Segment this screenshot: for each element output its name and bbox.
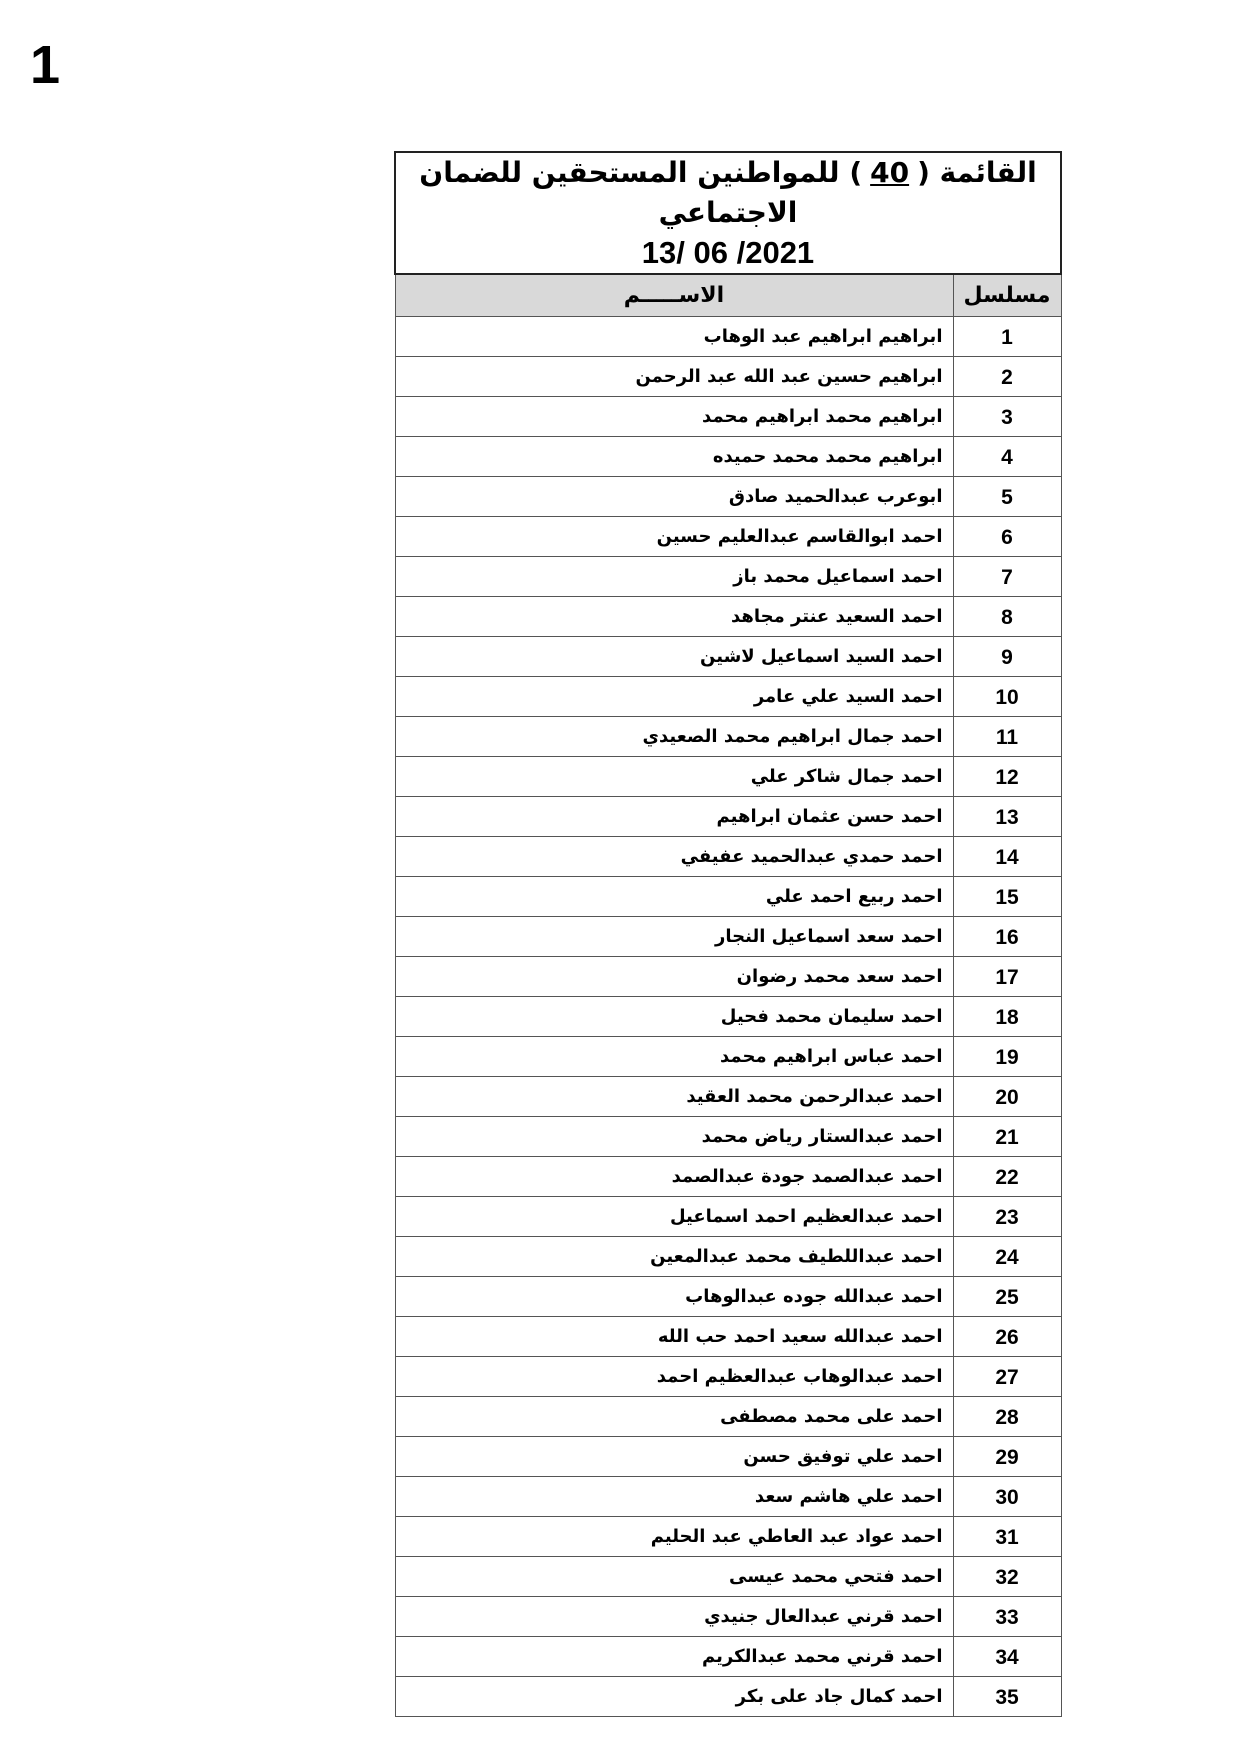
name-column-header: الاســـــم [395, 274, 953, 317]
table-row [395, 1477, 1061, 1517]
table-row [395, 517, 1061, 557]
table-row [395, 1317, 1061, 1357]
name-cell: احمد على محمد مصطفى [395, 1397, 953, 1437]
serial-cell: 19 [953, 1037, 1061, 1077]
name-cell: ابراهيم حسين عبد الله عبد الرحمن [395, 357, 953, 397]
table-row [395, 1357, 1061, 1397]
name-cell: ابراهيم ابراهيم عبد الوهاب [395, 317, 953, 357]
table-row [395, 837, 1061, 877]
serial-cell: 10 [953, 677, 1061, 717]
name-cell: احمد كمال جاد على بكر [395, 1677, 953, 1717]
name-cell: احمد سعد اسماعيل النجار [395, 917, 953, 957]
table-row [395, 1117, 1061, 1157]
table-row [395, 1517, 1061, 1557]
serial-cell: 1 [953, 317, 1061, 357]
serial-cell: 5 [953, 477, 1061, 517]
name-cell: احمد اسماعيل محمد باز [395, 557, 953, 597]
table-row [395, 757, 1061, 797]
name-cell: احمد عبدالوهاب عبدالعظيم احمد [395, 1357, 953, 1397]
table-row [395, 797, 1061, 837]
name-cell: احمد السيد اسماعيل لاشين [395, 637, 953, 677]
list-date: 13/ 06 /2021 [641, 235, 815, 270]
name-cell: احمد حسن عثمان ابراهيم [395, 797, 953, 837]
table-row [395, 1397, 1061, 1437]
serial-cell: 25 [953, 1277, 1061, 1317]
table-row [395, 357, 1061, 397]
serial-cell: 4 [953, 437, 1061, 477]
serial-cell: 16 [953, 917, 1061, 957]
title-prefix: القائمة ( [917, 156, 1037, 189]
serial-cell: 24 [953, 1237, 1061, 1277]
serial-cell: 17 [953, 957, 1061, 997]
serial-cell: 35 [953, 1677, 1061, 1717]
table-row [395, 677, 1061, 717]
name-cell: احمد عبدالصمد جودة عبدالصمد [395, 1157, 953, 1197]
table-row [395, 597, 1061, 637]
table-row [395, 1677, 1061, 1717]
serial-cell: 21 [953, 1117, 1061, 1157]
serial-cell: 8 [953, 597, 1061, 637]
serial-cell: 7 [953, 557, 1061, 597]
serial-cell: 23 [953, 1197, 1061, 1237]
title-line [396, 153, 1060, 233]
serial-cell: 14 [953, 837, 1061, 877]
table-row [395, 997, 1061, 1037]
name-cell: احمد حمدي عبدالحميد عفيفي [395, 837, 953, 877]
table-body [395, 317, 1061, 1717]
serial-cell: 18 [953, 997, 1061, 1037]
serial-cell: 20 [953, 1077, 1061, 1117]
serial-cell: 11 [953, 717, 1061, 757]
table-row [395, 1197, 1061, 1237]
table-row [395, 317, 1061, 357]
serial-cell: 2 [953, 357, 1061, 397]
name-cell: احمد عبدالستار رياض محمد [395, 1117, 953, 1157]
serial-cell: 12 [953, 757, 1061, 797]
name-cell: ابراهيم محمد محمد حميده [395, 437, 953, 477]
table-row [395, 877, 1061, 917]
name-cell: احمد عواد عبد العاطي عبد الحليم [395, 1517, 953, 1557]
name-cell: احمد السيد علي عامر [395, 677, 953, 717]
table-row [395, 957, 1061, 997]
table-row [395, 1277, 1061, 1317]
table-row [395, 637, 1061, 677]
serial-cell: 9 [953, 637, 1061, 677]
name-cell: احمد فتحي محمد عيسى [395, 1557, 953, 1597]
table-row [395, 1557, 1061, 1597]
serial-cell: 26 [953, 1317, 1061, 1357]
name-cell: ابوعرب عبدالحميد صادق [395, 477, 953, 517]
serial-cell: 28 [953, 1397, 1061, 1437]
name-cell: احمد عباس ابراهيم محمد [395, 1037, 953, 1077]
table-row [395, 1037, 1061, 1077]
list-number: 40 [870, 156, 910, 189]
name-cell: احمد عبدالعظيم احمد اسماعيل [395, 1197, 953, 1237]
name-cell: احمد جمال ابراهيم محمد الصعيدي [395, 717, 953, 757]
table-row [395, 1597, 1061, 1637]
table-row [395, 1237, 1061, 1277]
serial-cell: 15 [953, 877, 1061, 917]
table-row [395, 1157, 1061, 1197]
name-cell: احمد عبدالله جوده عبدالوهاب [395, 1277, 953, 1317]
name-cell: احمد سليمان محمد فحيل [395, 997, 953, 1037]
column-header-row [395, 274, 1061, 317]
name-cell: احمد قرني عبدالعال جنيدي [395, 1597, 953, 1637]
serial-cell: 31 [953, 1517, 1061, 1557]
title-suffix: ) للمواطنين المستحقين للضمان الاجتماعي [419, 156, 863, 229]
table-row [395, 1637, 1061, 1677]
serial-cell: 34 [953, 1637, 1061, 1677]
name-cell: احمد قرني محمد عبدالكريم [395, 1637, 953, 1677]
name-cell: احمد ربيع احمد علي [395, 877, 953, 917]
table-row [395, 477, 1061, 517]
name-cell: احمد عبداللطيف محمد عبدالمعين [395, 1237, 953, 1277]
title-row [395, 152, 1061, 274]
name-cell: ابراهيم محمد ابراهيم محمد [395, 397, 953, 437]
table-row [395, 557, 1061, 597]
table-row [395, 917, 1061, 957]
serial-cell: 3 [953, 397, 1061, 437]
name-cell: احمد السعيد عنتر مجاهد [395, 597, 953, 637]
table-row [395, 1077, 1061, 1117]
serial-cell: 27 [953, 1357, 1061, 1397]
table-title [395, 152, 1061, 274]
name-cell: احمد علي توفيق حسن [395, 1437, 953, 1477]
serial-column-header: مسلسل [953, 274, 1061, 317]
page-number: 1 [30, 35, 61, 95]
table-row [395, 397, 1061, 437]
serial-cell: 30 [953, 1477, 1061, 1517]
name-cell: احمد ابوالقاسم عبدالعليم حسين [395, 517, 953, 557]
name-cell: احمد عبدالله سعيد احمد حب الله [395, 1317, 953, 1357]
name-cell: احمد جمال شاكر علي [395, 757, 953, 797]
beneficiaries-table [394, 151, 1062, 1717]
name-cell: احمد سعد محمد رضوان [395, 957, 953, 997]
table-row [395, 1437, 1061, 1477]
serial-cell: 13 [953, 797, 1061, 837]
serial-cell: 6 [953, 517, 1061, 557]
table-row [395, 717, 1061, 757]
name-cell: احمد علي هاشم سعد [395, 1477, 953, 1517]
serial-cell: 22 [953, 1157, 1061, 1197]
serial-cell: 33 [953, 1597, 1061, 1637]
table-row [395, 437, 1061, 477]
serial-cell: 32 [953, 1557, 1061, 1597]
name-cell: احمد عبدالرحمن محمد العقيد [395, 1077, 953, 1117]
serial-cell: 29 [953, 1437, 1061, 1477]
